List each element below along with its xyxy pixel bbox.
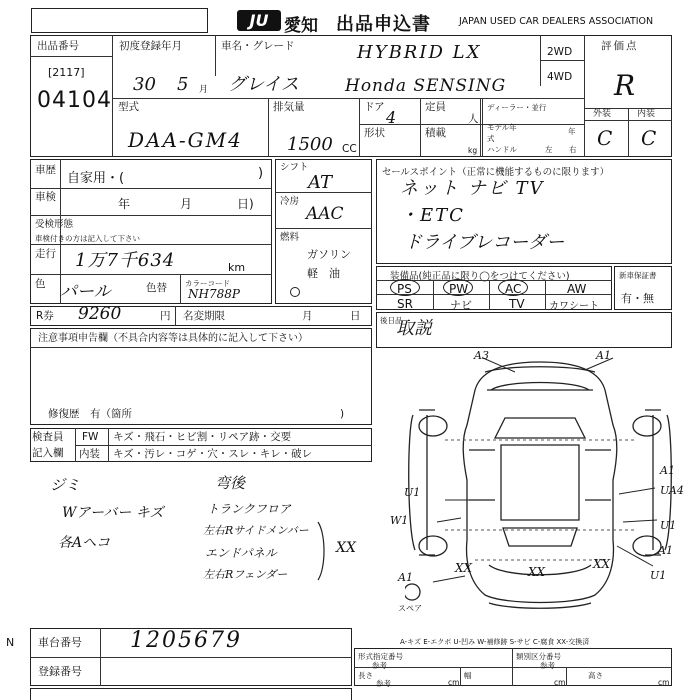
- eval-label: 評価点: [601, 40, 639, 52]
- backseat-value: 取説: [396, 318, 432, 339]
- note-xx: XX: [336, 540, 356, 556]
- history-label: 車歴: [35, 164, 56, 176]
- warranty-value: 有・無: [621, 292, 654, 305]
- inspector-label: 検査員: [32, 431, 64, 443]
- 4wd-label: 4WD: [547, 71, 573, 83]
- history-value: 自家用・(: [67, 171, 125, 186]
- diag-ua4: UA4: [660, 484, 684, 497]
- displacement-value: 1500: [287, 134, 333, 155]
- diag-a3: A3: [474, 349, 489, 362]
- equip-ps-circle: [390, 279, 420, 296]
- receipt-label: 受検形態: [35, 219, 74, 230]
- int-grade-value: C: [641, 126, 657, 150]
- color-code-value: NH788P: [188, 287, 240, 301]
- model-value: DAA-GM4: [128, 128, 243, 152]
- kg-label: kg: [468, 146, 478, 155]
- shift-label: シフト: [280, 162, 309, 173]
- fuel-value: ガソリン: [307, 248, 351, 261]
- bottom-strip: [30, 688, 352, 700]
- note-left-3: 各Aヘコ: [58, 535, 111, 551]
- warranty-label: 新車保証書: [619, 271, 657, 280]
- fuel-circle: [290, 287, 300, 297]
- backseat-label: 後日品: [380, 316, 403, 325]
- history-close: ): [258, 166, 264, 181]
- equip-tv: TV: [509, 297, 525, 311]
- notes-title: 注意事項申告欄（不具合内容等は具体的に記入して下さい）: [38, 333, 308, 344]
- org-english: JAPAN USED CAR DEALERS ASSOCIATION: [459, 16, 654, 27]
- shape-label: 形状: [364, 127, 385, 139]
- chassis-label: 車台番号: [38, 636, 82, 649]
- ju-logo: [237, 10, 281, 31]
- lot-number: 04104: [37, 88, 112, 113]
- info-grid: [30, 35, 672, 157]
- person-label: 人: [468, 113, 479, 125]
- ju-logo-text: JU: [249, 11, 269, 30]
- row-fw-items: キズ・飛石・ヒビ割・リペア跡・交要: [113, 431, 292, 443]
- diag-a1-left: A1: [398, 571, 413, 584]
- row-fw-label: FW: [82, 431, 99, 443]
- height-label: 高さ: [588, 671, 603, 680]
- shift-value: AT: [308, 172, 333, 193]
- name-grade-label: 車名・グレード: [221, 40, 295, 52]
- mileage-value: 1万7千634: [75, 250, 176, 271]
- diag-w1: W1: [390, 514, 409, 527]
- note-left-1: ジミ: [50, 476, 81, 494]
- exterior-label: 外装: [593, 109, 612, 119]
- recycle-label: R券: [36, 310, 54, 322]
- aircon-value: AAC: [306, 204, 344, 224]
- diag-a1-low: A1: [658, 544, 673, 557]
- width-label: 幅: [464, 671, 472, 680]
- repair-history-label: 修復歴 有（箇所: [48, 408, 132, 420]
- diag-a1-top: A1: [596, 349, 611, 362]
- diag-xx1: XX: [455, 561, 473, 575]
- note-right-1: 弯後: [215, 474, 246, 492]
- equip-ac: AC: [505, 282, 522, 296]
- handle-left-label: 左: [545, 145, 553, 154]
- km-label: km: [228, 261, 246, 274]
- mileage-label: 走行: [35, 248, 56, 260]
- diag-a1-right: A1: [660, 464, 675, 477]
- diag-u1-left: U1: [404, 486, 421, 499]
- handle-right-label: 右: [569, 145, 577, 154]
- 2wd-label: 2WD: [547, 46, 573, 58]
- equip-pw-circle: [443, 279, 473, 296]
- doors-value: 4: [386, 108, 397, 127]
- form-ref: 参考: [372, 661, 387, 670]
- doc-title: 出品申込書: [336, 14, 431, 35]
- sales-label: セールスポイント（正常に機能するものに限ります）: [382, 167, 610, 178]
- note-right-2: トランクフロア: [207, 502, 291, 516]
- width-cm: cm: [554, 678, 566, 687]
- yen-label: 円: [160, 310, 171, 322]
- receipt-note: 車検付きの方は記入して下さい: [35, 234, 140, 243]
- org-name: 愛知: [284, 16, 318, 36]
- displacement-label: 排気量: [273, 101, 305, 113]
- length-cm: cm: [448, 678, 460, 687]
- row-int-items: キズ・汚レ・コゲ・穴・スレ・キレ・破レ: [113, 448, 313, 460]
- lot-sub-number: [2117]: [48, 66, 85, 79]
- note-right-5: 左右Rフェンダー: [203, 568, 288, 581]
- repair-history-close: ): [340, 408, 345, 420]
- length-label: 長さ: [358, 671, 373, 680]
- model-year-label: モデル年式: [487, 123, 517, 143]
- note-right-4: エンドパネル: [205, 546, 277, 560]
- lot-no-label: 出品番号: [37, 40, 79, 52]
- note-left-2: Wアーバー キズ: [62, 505, 164, 521]
- sales-line1: ネット ナビ TV: [400, 178, 545, 199]
- equip-aw: AW: [567, 282, 587, 296]
- deadline-day: 日: [350, 310, 361, 322]
- color-code-label: カラーコード: [185, 279, 230, 288]
- spare-label: スペア: [398, 604, 422, 613]
- left-margin-mark: N: [6, 636, 15, 649]
- diag-u1-right: U1: [660, 519, 677, 532]
- reg-month-value: 5: [177, 74, 189, 95]
- shaken-label: 車検: [35, 191, 56, 203]
- load-label: 積載: [425, 127, 446, 139]
- sales-line3: ドライブレコーダー: [404, 232, 565, 253]
- color-label: 色: [35, 278, 46, 290]
- damage-legend: A-キズ E-エクボ U-凹み W-補修跡 S-サビ C-腐食 XX-交換済: [400, 638, 590, 646]
- diag-xx3: XX: [593, 557, 611, 571]
- reg-month-unit: 月: [199, 85, 209, 95]
- note-bracket: [314, 520, 330, 582]
- deadline-label: 名変期限: [183, 310, 225, 322]
- diag-xx2: XX: [528, 565, 546, 579]
- class-no-label: 類別区分番号: [516, 652, 561, 661]
- eval-value: R: [614, 69, 636, 102]
- form-no-label: 形式指定番号: [358, 652, 403, 661]
- reg-no-label: 登録番号: [38, 665, 82, 678]
- equipment-label: 装備品(純正品に限り◯をつけてください): [390, 271, 570, 282]
- ext-grade-value: C: [597, 126, 613, 150]
- model-label: 型式: [118, 101, 139, 113]
- diag-u1-bottom: U1: [650, 569, 667, 582]
- color-change-label: 色替: [146, 282, 167, 294]
- chassis-value: 1205679: [130, 628, 242, 653]
- equip-ps: PS: [397, 282, 412, 296]
- equip-seat: カワシート: [549, 301, 599, 312]
- grade-line1: HYBRID LX: [357, 42, 482, 63]
- class-ref: 参考: [540, 661, 555, 670]
- capacity-label: 定員: [425, 101, 446, 113]
- handle-label: ハンドル: [487, 145, 517, 154]
- doors-label: ドア: [364, 101, 385, 113]
- reg-year-value: 30: [133, 74, 156, 95]
- equip-sr: SR: [397, 297, 413, 311]
- note-right-3: 左右Rサイドメンバー: [203, 524, 309, 537]
- sales-line2: ・ETC: [400, 205, 465, 226]
- row-int-label: 内装: [79, 448, 100, 460]
- equip-ac-circle: [498, 279, 528, 296]
- fuel-diesel: 軽 油: [307, 267, 340, 280]
- car-name-value: グレイス: [228, 74, 299, 95]
- grade-line2: Honda SENSING: [345, 76, 507, 96]
- length-ref: 参考: [376, 679, 391, 688]
- shaken-month: 月: [180, 197, 193, 211]
- aircon-label: 冷房: [280, 196, 300, 207]
- first-reg-label: 初度登録年月: [119, 40, 182, 52]
- recycle-value: 9260: [78, 304, 122, 324]
- height-cm: cm: [658, 678, 670, 687]
- color-value: パール: [60, 282, 111, 302]
- equip-pw: PW: [449, 282, 469, 296]
- interior-label: 内装: [637, 109, 656, 119]
- shaken-day: 日): [237, 197, 254, 211]
- deadline-month: 月: [302, 310, 313, 322]
- equip-navi: ナビ: [450, 299, 472, 312]
- entry-label: 記入欄: [32, 447, 64, 459]
- cc-label: CC: [342, 143, 357, 155]
- storage-box: [31, 8, 208, 33]
- year-unit-label: 年: [568, 127, 576, 136]
- fuel-label: 燃料: [280, 232, 300, 243]
- dealer-label: ディーラー・並行: [487, 103, 547, 112]
- shaken-year: 年: [118, 197, 131, 211]
